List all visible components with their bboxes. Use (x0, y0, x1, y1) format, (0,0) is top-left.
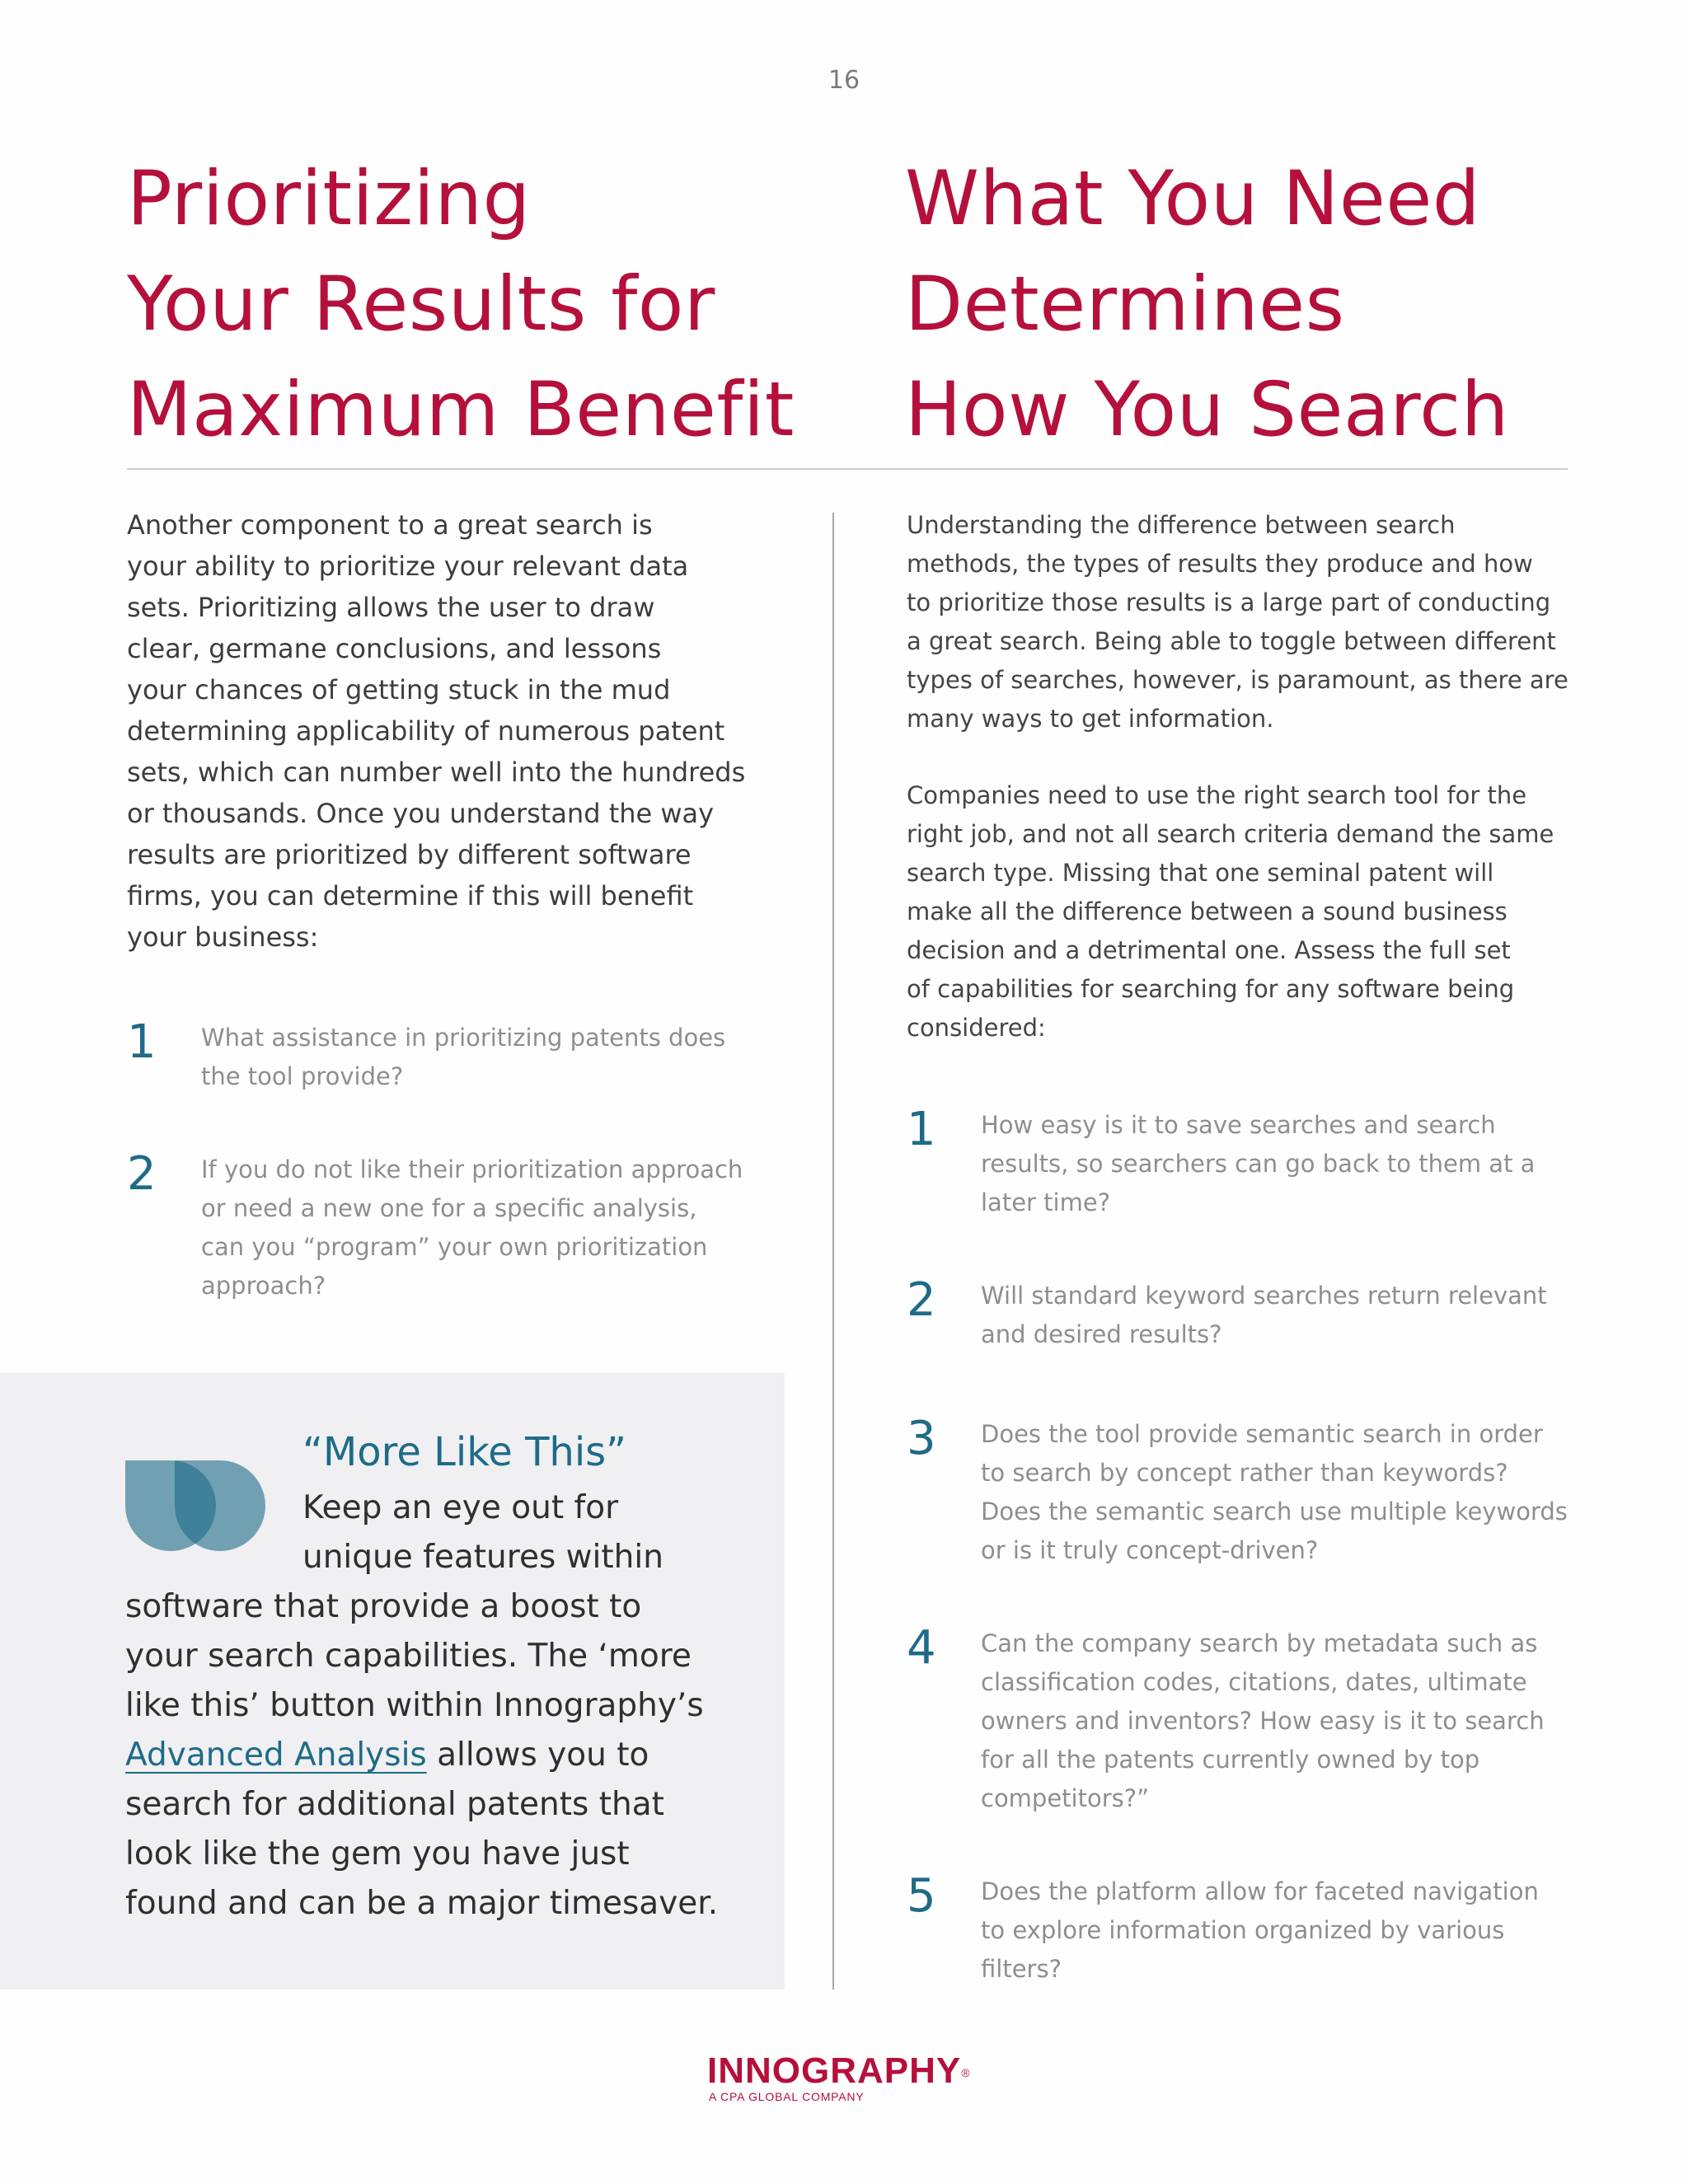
question-number: 1 (907, 1103, 936, 1156)
callout-title: “More Like This” (302, 1429, 627, 1475)
question-text: What assistance in prioritizing patents does the tool provide? (201, 1024, 726, 1090)
innography-logo (707, 2052, 971, 2103)
right-intro-paragraph-1: Understanding the difference between search methods, the types of results they produce and how to prioritize those results is a large part of conducting a great search. Being able to toggle between different types of searches, however, is paramount, as there are many ways to get information. (907, 511, 1568, 733)
question-text: Does the tool provide semantic search in order to search by concept rather than keywords? Does the semantic search use multiple keywords or is it truly concept-driven? (981, 1420, 1568, 1564)
heading-line: Maximum Benefit (127, 367, 795, 453)
heading-line: What You Need (905, 156, 1481, 242)
heading-line: How You Search (905, 367, 1509, 453)
question-number: 3 (907, 1412, 936, 1465)
right-intro-paragraph-2: Companies need to use the right search tool for the right job, and not all search criteria demand the same search type. Missing that one seminal patent will make all the difference between a sound business decision and a detrimental one. Assess the full set of capabilities for searching for any software being considered: (907, 781, 1554, 1042)
column-divider (832, 513, 834, 1990)
question-text: Does the platform allow for faceted navigation to explore information organized by various filters? (981, 1877, 1539, 1983)
page-number: 16 (828, 66, 860, 95)
question-number: 4 (907, 1621, 936, 1675)
logo-wordmark: INNOGRAPHY® (707, 2050, 971, 2091)
callout-body: Keep an eye out for unique features within software that provide a boost to your search capabilities. The ‘more like this’ button within Innography’s Advanced Analysis allows you to search for additional patents that look like the gem you have just found and can be a major timesaver. (125, 1489, 719, 1922)
header-divider (127, 468, 1568, 470)
question-text: Will standard keyword searches return relevant and desired results? (981, 1282, 1547, 1348)
question-number: 1 (127, 1015, 157, 1069)
question-number: 2 (907, 1273, 936, 1327)
question-text: How easy is it to save searches and search results, so searchers can go back to them at a later time? (981, 1111, 1536, 1216)
heading-line: Determines (905, 261, 1345, 348)
right-heading (905, 147, 1509, 463)
heading-line: Your Results for (127, 261, 715, 348)
question-text: Can the company search by metadata such as classification codes, citations, dates, ultimate owners and inventors? How easy is it to search for all the patents currently owned by top competitors?” (981, 1629, 1545, 1812)
left-intro-paragraph: Another component to a great search is your ability to prioritize your relevant data sets. Prioritizing allows the user to draw clear, germane conclusions, and lessons your chances of getting stuck in the mud determining applicability of numerous patent sets, which can number well into the hundreds or thousands. Once you understand the way results are prioritized by different software firms, you can determine if this will benefit your business: (127, 509, 746, 953)
logo-tagline: A CPA GLOBAL COMPANY (709, 2090, 865, 2103)
heading-line: Prioritizing (127, 156, 531, 242)
question-text: If you do not like their prioritization approach or need a new one for a specific analysis, can you “program” your own prioritization approach? (201, 1155, 743, 1300)
question-number: 2 (127, 1147, 157, 1201)
left-heading (127, 147, 795, 463)
advanced-analysis-link[interactable]: Advanced Analysis (125, 1736, 427, 1774)
question-number: 5 (907, 1869, 936, 1923)
